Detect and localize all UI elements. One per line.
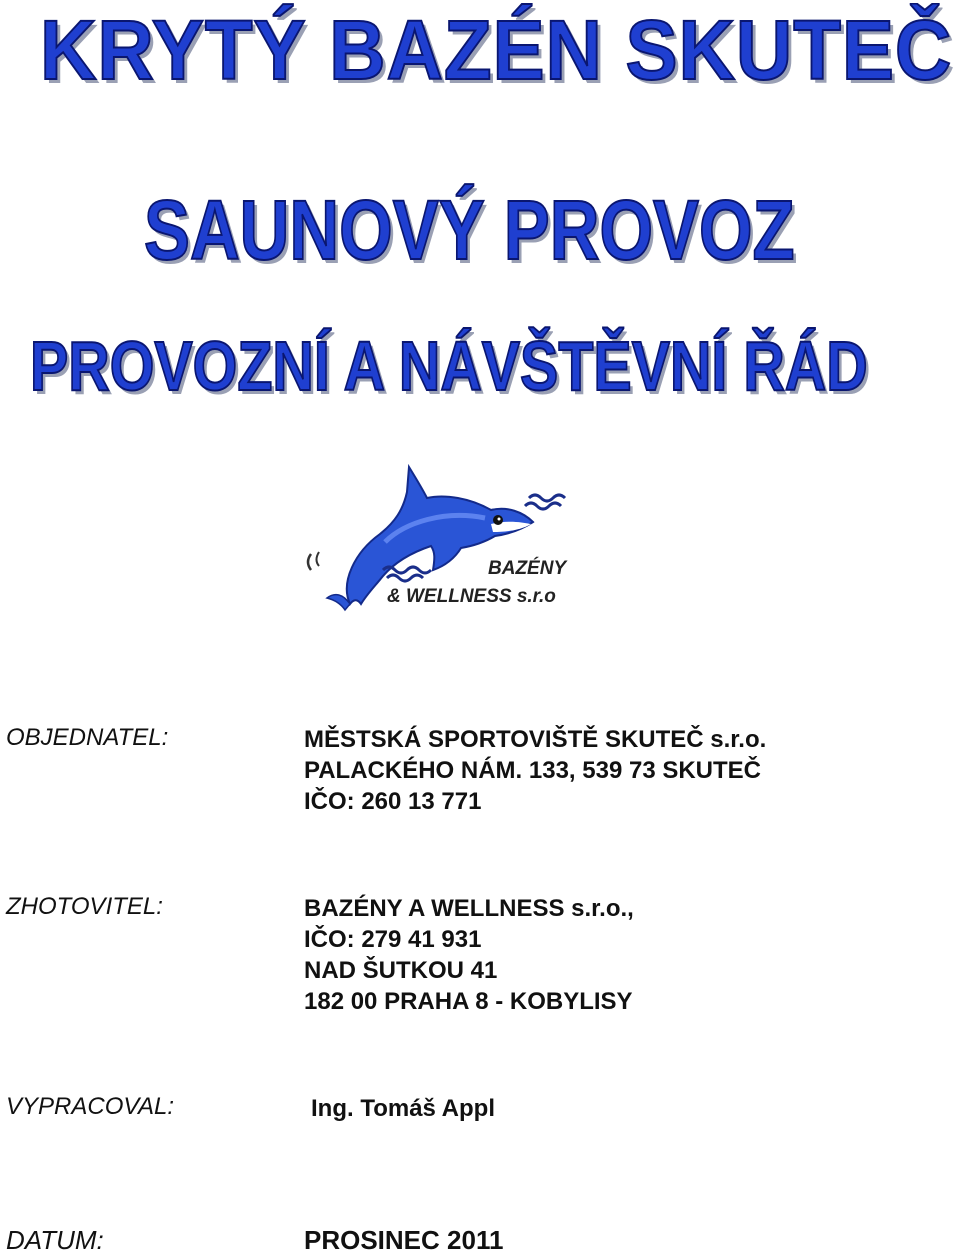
title-line-3: PROVOZNÍ A NÁVŠTĚVNÍ ŘÁD xyxy=(30,327,868,405)
logo-text-line-1: BAZÉNY xyxy=(488,558,567,579)
title-line-2: SAUNOVÝ PROVOZ xyxy=(144,183,795,277)
vypracoval-label: VYPRACOVAL: xyxy=(6,1093,175,1120)
zhotovitel-label: ZHOTOVITEL: xyxy=(6,893,163,920)
zhotovitel-value xyxy=(304,893,634,1017)
objednatel-label: OBJEDNATEL: xyxy=(6,724,169,751)
zhotovitel-line-2: IČO: 279 41 931 xyxy=(304,926,482,953)
datum-label: DATUM: xyxy=(6,1225,104,1255)
title-line-1: KRYTÝ BAZÉN SKUTEČ xyxy=(40,3,953,97)
logo-text-line-2: & WELLNESS s.r.o xyxy=(387,586,556,607)
zhotovitel-line-3: NAD ŠUTKOU 41 xyxy=(304,957,498,984)
objednatel-line-3: IČO: 260 13 771 xyxy=(304,788,482,815)
zhotovitel-line-4: 182 00 PRAHA 8 - KOBYLISY xyxy=(304,988,633,1015)
objednatel-line-2: PALACKÉHO NÁM. 133, 539 73 SKUTEČ xyxy=(304,757,762,784)
datum-value: PROSINEC 2011 xyxy=(304,1225,504,1255)
objednatel-line-1: MĚSTSKÁ SPORTOVIŠTĚ SKUTEČ s.r.o. xyxy=(304,726,767,753)
zhotovitel-line-1: BAZÉNY A WELLNESS s.r.o., xyxy=(304,895,634,922)
vypracoval-value: Ing. Tomáš Appl xyxy=(311,1095,495,1122)
objednatel-value xyxy=(304,724,766,817)
company-logo xyxy=(295,462,595,612)
